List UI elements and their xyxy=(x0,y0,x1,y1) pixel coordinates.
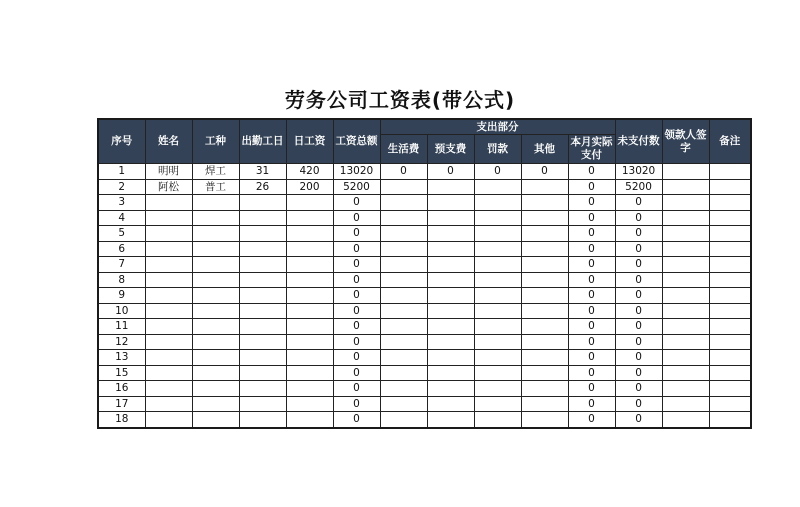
cell-other[interactable] xyxy=(521,350,568,366)
cell-unpaid[interactable]: 0 xyxy=(615,210,662,226)
cell-seq[interactable]: 9 xyxy=(98,288,145,304)
cell-living[interactable]: 0 xyxy=(380,164,427,180)
cell-unpaid[interactable]: 0 xyxy=(615,396,662,412)
cell-seq[interactable]: 11 xyxy=(98,319,145,335)
cell-living[interactable] xyxy=(380,195,427,211)
header-days[interactable]: 出勤工日 xyxy=(239,119,286,164)
cell-advance[interactable] xyxy=(427,350,474,366)
cell-days[interactable] xyxy=(239,272,286,288)
cell-name[interactable] xyxy=(145,303,192,319)
cell-days[interactable] xyxy=(239,195,286,211)
header-signature[interactable]: 领款人签字 xyxy=(662,119,709,164)
cell-actual[interactable]: 0 xyxy=(568,412,615,428)
header-daily-wage[interactable]: 日工资 xyxy=(286,119,333,164)
cell-living[interactable] xyxy=(380,241,427,257)
cell-remark[interactable] xyxy=(709,381,751,397)
cell-daily[interactable] xyxy=(286,365,333,381)
cell-unpaid[interactable]: 0 xyxy=(615,195,662,211)
cell-days[interactable]: 26 xyxy=(239,179,286,195)
table-row xyxy=(98,179,751,195)
cell-fine[interactable]: 0 xyxy=(474,164,521,180)
cell-unpaid[interactable]: 0 xyxy=(615,412,662,428)
cell-seq[interactable]: 3 xyxy=(98,195,145,211)
cell-job[interactable] xyxy=(192,226,239,242)
cell-name[interactable] xyxy=(145,350,192,366)
cell-fine[interactable] xyxy=(474,226,521,242)
cell-fine[interactable] xyxy=(474,241,521,257)
cell-other[interactable] xyxy=(521,288,568,304)
header-other[interactable]: 其他 xyxy=(521,135,568,164)
cell-advance[interactable] xyxy=(427,272,474,288)
cell-other[interactable] xyxy=(521,334,568,350)
cell-sign[interactable] xyxy=(662,164,709,180)
cell-remark[interactable] xyxy=(709,365,751,381)
cell-daily[interactable] xyxy=(286,241,333,257)
cell-name[interactable] xyxy=(145,319,192,335)
cell-total[interactable]: 0 xyxy=(333,195,380,211)
cell-actual[interactable]: 0 xyxy=(568,195,615,211)
cell-name[interactable] xyxy=(145,257,192,273)
header-name[interactable]: 姓名 xyxy=(145,119,192,164)
cell-advance[interactable] xyxy=(427,210,474,226)
cell-fine[interactable] xyxy=(474,288,521,304)
cell-unpaid[interactable]: 0 xyxy=(615,334,662,350)
cell-sign[interactable] xyxy=(662,365,709,381)
table-row xyxy=(98,334,751,350)
cell-remark[interactable] xyxy=(709,319,751,335)
cell-daily[interactable] xyxy=(286,303,333,319)
header-remark[interactable]: 备注 xyxy=(709,119,751,164)
cell-advance[interactable] xyxy=(427,179,474,195)
cell-total[interactable]: 0 xyxy=(333,350,380,366)
cell-other[interactable] xyxy=(521,195,568,211)
table-row xyxy=(98,365,751,381)
cell-job[interactable] xyxy=(192,241,239,257)
table-row xyxy=(98,319,751,335)
cell-sign[interactable] xyxy=(662,195,709,211)
cell-job[interactable] xyxy=(192,195,239,211)
cell-name[interactable] xyxy=(145,288,192,304)
cell-name[interactable] xyxy=(145,381,192,397)
cell-total[interactable]: 0 xyxy=(333,257,380,273)
cell-seq[interactable]: 5 xyxy=(98,226,145,242)
cell-total[interactable]: 0 xyxy=(333,365,380,381)
table-row xyxy=(98,272,751,288)
table-body xyxy=(98,164,751,428)
cell-advance[interactable] xyxy=(427,365,474,381)
table-row xyxy=(98,396,751,412)
cell-other[interactable] xyxy=(521,241,568,257)
cell-unpaid[interactable]: 0 xyxy=(615,365,662,381)
cell-name[interactable] xyxy=(145,226,192,242)
cell-actual[interactable]: 0 xyxy=(568,257,615,273)
cell-living[interactable] xyxy=(380,319,427,335)
cell-fine[interactable] xyxy=(474,412,521,428)
cell-job[interactable] xyxy=(192,350,239,366)
cell-total[interactable]: 0 xyxy=(333,288,380,304)
cell-sign[interactable] xyxy=(662,179,709,195)
cell-remark[interactable] xyxy=(709,272,751,288)
cell-advance[interactable] xyxy=(427,288,474,304)
cell-remark[interactable] xyxy=(709,396,751,412)
cell-advance[interactable] xyxy=(427,195,474,211)
cell-unpaid[interactable]: 0 xyxy=(615,303,662,319)
cell-total[interactable]: 0 xyxy=(333,272,380,288)
cell-living[interactable] xyxy=(380,210,427,226)
cell-other[interactable] xyxy=(521,257,568,273)
cell-remark[interactable] xyxy=(709,303,751,319)
cell-fine[interactable] xyxy=(474,210,521,226)
cell-living[interactable] xyxy=(380,365,427,381)
cell-fine[interactable] xyxy=(474,334,521,350)
header-total-wage[interactable]: 工资总额 xyxy=(333,119,380,164)
cell-other[interactable] xyxy=(521,319,568,335)
cell-sign[interactable] xyxy=(662,303,709,319)
cell-unpaid[interactable]: 0 xyxy=(615,272,662,288)
cell-remark[interactable] xyxy=(709,334,751,350)
cell-seq[interactable]: 1 xyxy=(98,164,145,180)
table-row xyxy=(98,350,751,366)
cell-living[interactable] xyxy=(380,272,427,288)
salary-table xyxy=(97,118,752,429)
cell-advance[interactable] xyxy=(427,303,474,319)
table-row xyxy=(98,288,751,304)
cell-daily[interactable] xyxy=(286,272,333,288)
cell-advance[interactable] xyxy=(427,319,474,335)
table-row xyxy=(98,412,751,428)
cell-actual[interactable]: 0 xyxy=(568,179,615,195)
cell-job[interactable] xyxy=(192,396,239,412)
cell-fine[interactable] xyxy=(474,257,521,273)
cell-fine[interactable] xyxy=(474,365,521,381)
cell-total[interactable]: 0 xyxy=(333,319,380,335)
cell-living[interactable] xyxy=(380,257,427,273)
cell-total[interactable]: 0 xyxy=(333,303,380,319)
cell-advance[interactable] xyxy=(427,334,474,350)
cell-days[interactable] xyxy=(239,381,286,397)
cell-living[interactable] xyxy=(380,226,427,242)
cell-unpaid[interactable]: 0 xyxy=(615,226,662,242)
cell-other[interactable]: 0 xyxy=(521,164,568,180)
table-row xyxy=(98,303,751,319)
cell-total[interactable]: 0 xyxy=(333,241,380,257)
cell-seq[interactable]: 12 xyxy=(98,334,145,350)
cell-unpaid[interactable]: 0 xyxy=(615,381,662,397)
cell-sign[interactable] xyxy=(662,381,709,397)
cell-seq[interactable]: 18 xyxy=(98,412,145,428)
cell-unpaid[interactable]: 0 xyxy=(615,257,662,273)
cell-seq[interactable]: 6 xyxy=(98,241,145,257)
cell-seq[interactable]: 13 xyxy=(98,350,145,366)
cell-daily[interactable] xyxy=(286,195,333,211)
cell-fine[interactable] xyxy=(474,319,521,335)
cell-job[interactable] xyxy=(192,365,239,381)
cell-job[interactable]: 普工 xyxy=(192,179,239,195)
cell-daily[interactable] xyxy=(286,288,333,304)
cell-daily[interactable] xyxy=(286,381,333,397)
cell-daily[interactable] xyxy=(286,257,333,273)
cell-sign[interactable] xyxy=(662,272,709,288)
cell-fine[interactable] xyxy=(474,350,521,366)
cell-job[interactable] xyxy=(192,303,239,319)
cell-advance[interactable] xyxy=(427,257,474,273)
cell-advance[interactable]: 0 xyxy=(427,164,474,180)
cell-name[interactable] xyxy=(145,272,192,288)
cell-name[interactable] xyxy=(145,412,192,428)
header-job[interactable]: 工种 xyxy=(192,119,239,164)
cell-remark[interactable] xyxy=(709,164,751,180)
cell-days[interactable] xyxy=(239,350,286,366)
cell-unpaid[interactable]: 0 xyxy=(615,319,662,335)
cell-fine[interactable] xyxy=(474,396,521,412)
cell-days[interactable] xyxy=(239,319,286,335)
cell-remark[interactable] xyxy=(709,195,751,211)
cell-days[interactable] xyxy=(239,303,286,319)
cell-advance[interactable] xyxy=(427,412,474,428)
table-row xyxy=(98,210,751,226)
cell-seq[interactable]: 7 xyxy=(98,257,145,273)
cell-unpaid[interactable]: 0 xyxy=(615,288,662,304)
cell-actual[interactable]: 0 xyxy=(568,350,615,366)
header-living[interactable]: 生活费 xyxy=(380,135,427,164)
cell-days[interactable] xyxy=(239,365,286,381)
table-row xyxy=(98,226,751,242)
cell-name[interactable] xyxy=(145,334,192,350)
cell-unpaid[interactable]: 0 xyxy=(615,350,662,366)
cell-days[interactable]: 31 xyxy=(239,164,286,180)
cell-actual[interactable]: 0 xyxy=(568,396,615,412)
cell-fine[interactable] xyxy=(474,272,521,288)
cell-actual[interactable]: 0 xyxy=(568,164,615,180)
cell-daily[interactable] xyxy=(286,210,333,226)
table-row xyxy=(98,381,751,397)
page-title: 劳务公司工资表(带公式) xyxy=(284,88,516,112)
cell-days[interactable] xyxy=(239,226,286,242)
cell-daily[interactable] xyxy=(286,319,333,335)
cell-job[interactable] xyxy=(192,319,239,335)
cell-days[interactable] xyxy=(239,241,286,257)
cell-living[interactable] xyxy=(380,412,427,428)
cell-living[interactable] xyxy=(380,334,427,350)
cell-other[interactable] xyxy=(521,381,568,397)
cell-remark[interactable] xyxy=(709,350,751,366)
cell-living[interactable] xyxy=(380,350,427,366)
cell-total[interactable]: 0 xyxy=(333,412,380,428)
cell-other[interactable] xyxy=(521,179,568,195)
cell-sign[interactable] xyxy=(662,319,709,335)
cell-daily[interactable] xyxy=(286,350,333,366)
table-row xyxy=(98,257,751,273)
cell-total[interactable]: 0 xyxy=(333,334,380,350)
cell-name[interactable]: 明明 xyxy=(145,164,192,180)
cell-sign[interactable] xyxy=(662,241,709,257)
cell-actual[interactable]: 0 xyxy=(568,288,615,304)
cell-days[interactable] xyxy=(239,334,286,350)
cell-seq[interactable]: 8 xyxy=(98,272,145,288)
cell-name[interactable] xyxy=(145,195,192,211)
cell-living[interactable] xyxy=(380,381,427,397)
cell-actual[interactable]: 0 xyxy=(568,381,615,397)
cell-actual[interactable]: 0 xyxy=(568,365,615,381)
cell-living[interactable] xyxy=(380,303,427,319)
cell-seq[interactable]: 16 xyxy=(98,381,145,397)
cell-actual[interactable]: 0 xyxy=(568,319,615,335)
cell-name[interactable] xyxy=(145,396,192,412)
cell-remark[interactable] xyxy=(709,179,751,195)
table-row xyxy=(98,195,751,211)
cell-job[interactable] xyxy=(192,334,239,350)
cell-total[interactable]: 0 xyxy=(333,381,380,397)
cell-job[interactable] xyxy=(192,288,239,304)
cell-actual[interactable]: 0 xyxy=(568,334,615,350)
cell-total[interactable]: 0 xyxy=(333,226,380,242)
cell-daily[interactable]: 420 xyxy=(286,164,333,180)
cell-unpaid[interactable]: 0 xyxy=(615,241,662,257)
cell-daily[interactable] xyxy=(286,334,333,350)
cell-living[interactable] xyxy=(380,179,427,195)
cell-total[interactable]: 0 xyxy=(333,396,380,412)
cell-other[interactable] xyxy=(521,396,568,412)
cell-seq[interactable]: 17 xyxy=(98,396,145,412)
cell-seq[interactable]: 4 xyxy=(98,210,145,226)
cell-sign[interactable] xyxy=(662,334,709,350)
cell-daily[interactable] xyxy=(286,226,333,242)
cell-job[interactable] xyxy=(192,210,239,226)
header-actual-paid[interactable]: 本月实际支付 xyxy=(568,135,615,164)
cell-sign[interactable] xyxy=(662,210,709,226)
cell-remark[interactable] xyxy=(709,257,751,273)
header-expense-group[interactable]: 支出部分 xyxy=(380,119,615,135)
cell-other[interactable] xyxy=(521,412,568,428)
cell-job[interactable] xyxy=(192,381,239,397)
cell-sign[interactable] xyxy=(662,350,709,366)
cell-job[interactable] xyxy=(192,272,239,288)
cell-remark[interactable] xyxy=(709,226,751,242)
cell-fine[interactable] xyxy=(474,179,521,195)
cell-total[interactable]: 5200 xyxy=(333,179,380,195)
cell-fine[interactable] xyxy=(474,195,521,211)
cell-remark[interactable] xyxy=(709,412,751,428)
cell-seq[interactable]: 2 xyxy=(98,179,145,195)
header-unpaid[interactable]: 未支付数 xyxy=(615,119,662,164)
cell-name[interactable]: 阿松 xyxy=(145,179,192,195)
cell-name[interactable] xyxy=(145,241,192,257)
cell-sign[interactable] xyxy=(662,396,709,412)
header-advance[interactable]: 预支费 xyxy=(427,135,474,164)
cell-job[interactable] xyxy=(192,412,239,428)
cell-advance[interactable] xyxy=(427,396,474,412)
cell-job[interactable]: 焊工 xyxy=(192,164,239,180)
cell-remark[interactable] xyxy=(709,210,751,226)
header-fine[interactable]: 罚款 xyxy=(474,135,521,164)
cell-daily[interactable]: 200 xyxy=(286,179,333,195)
cell-actual[interactable]: 0 xyxy=(568,272,615,288)
cell-fine[interactable] xyxy=(474,303,521,319)
cell-actual[interactable]: 0 xyxy=(568,210,615,226)
cell-name[interactable] xyxy=(145,210,192,226)
cell-actual[interactable]: 0 xyxy=(568,226,615,242)
cell-daily[interactable] xyxy=(286,412,333,428)
cell-living[interactable] xyxy=(380,288,427,304)
header-seq[interactable]: 序号 xyxy=(98,119,145,164)
cell-other[interactable] xyxy=(521,272,568,288)
cell-advance[interactable] xyxy=(427,226,474,242)
cell-days[interactable] xyxy=(239,210,286,226)
cell-other[interactable] xyxy=(521,226,568,242)
cell-daily[interactable] xyxy=(286,396,333,412)
cell-unpaid[interactable]: 13020 xyxy=(615,164,662,180)
cell-unpaid[interactable]: 5200 xyxy=(615,179,662,195)
cell-other[interactable] xyxy=(521,303,568,319)
cell-sign[interactable] xyxy=(662,257,709,273)
cell-sign[interactable] xyxy=(662,412,709,428)
cell-other[interactable] xyxy=(521,365,568,381)
table-row xyxy=(98,164,751,180)
cell-name[interactable] xyxy=(145,365,192,381)
cell-actual[interactable]: 0 xyxy=(568,303,615,319)
cell-remark[interactable] xyxy=(709,288,751,304)
cell-seq[interactable]: 15 xyxy=(98,365,145,381)
cell-actual[interactable]: 0 xyxy=(568,241,615,257)
cell-advance[interactable] xyxy=(427,381,474,397)
cell-job[interactable] xyxy=(192,257,239,273)
cell-sign[interactable] xyxy=(662,226,709,242)
cell-fine[interactable] xyxy=(474,381,521,397)
cell-seq[interactable]: 10 xyxy=(98,303,145,319)
cell-total[interactable]: 0 xyxy=(333,210,380,226)
cell-sign[interactable] xyxy=(662,288,709,304)
cell-living[interactable] xyxy=(380,396,427,412)
cell-total[interactable]: 13020 xyxy=(333,164,380,180)
cell-other[interactable] xyxy=(521,210,568,226)
table-row xyxy=(98,241,751,257)
cell-days[interactable] xyxy=(239,257,286,273)
cell-advance[interactable] xyxy=(427,241,474,257)
cell-days[interactable] xyxy=(239,396,286,412)
cell-days[interactable] xyxy=(239,288,286,304)
cell-remark[interactable] xyxy=(709,241,751,257)
cell-days[interactable] xyxy=(239,412,286,428)
